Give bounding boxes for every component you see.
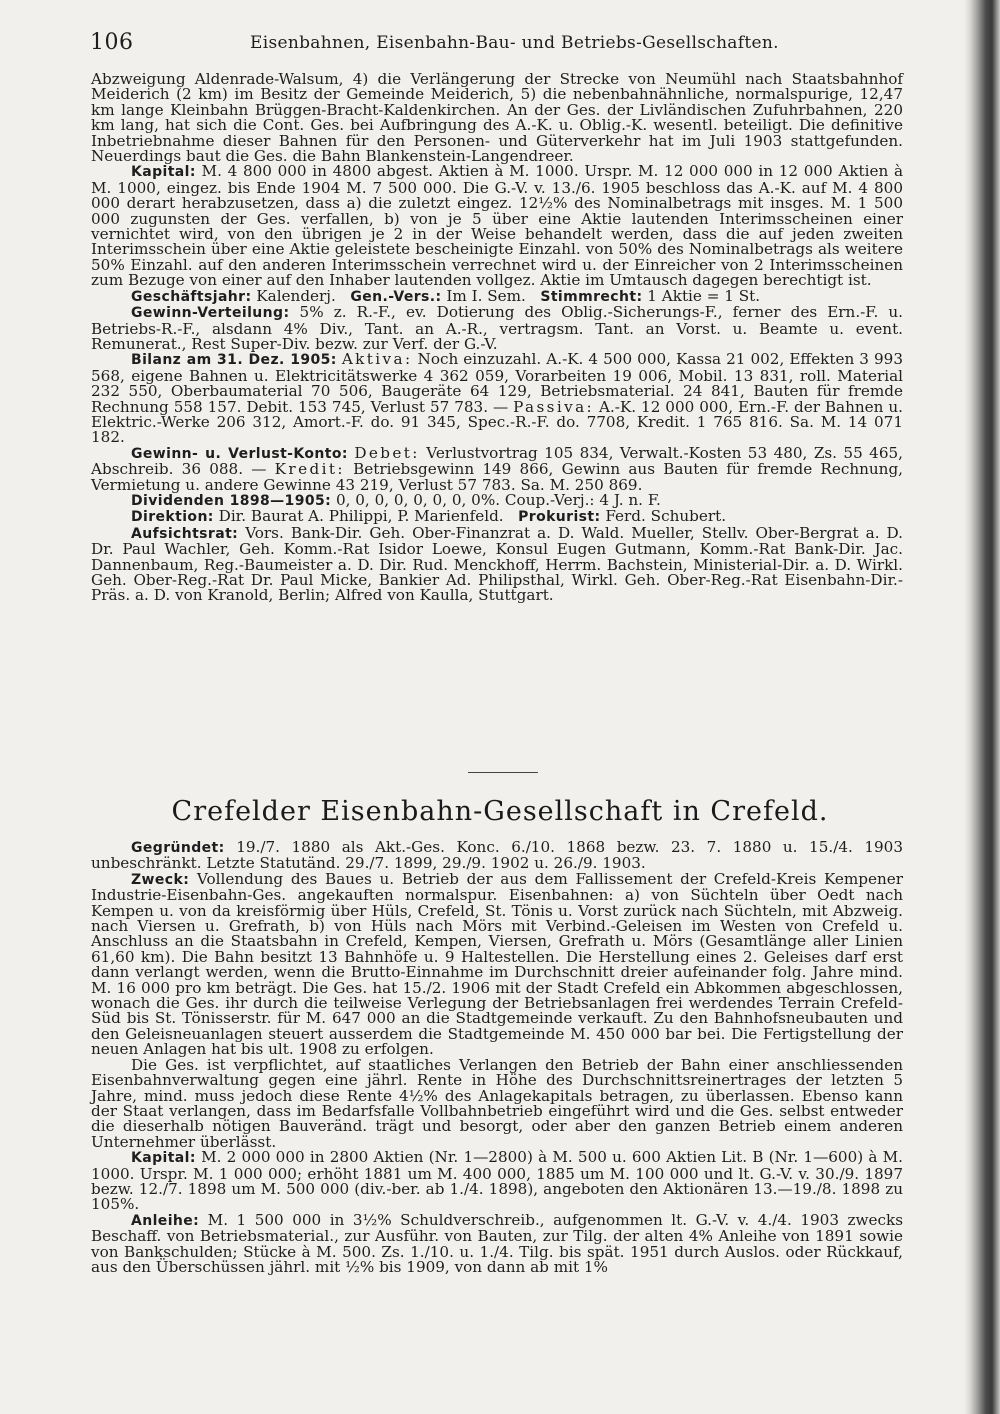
gegruendet-paragraph — [91, 840, 903, 872]
kapital-text: M. 4 800 000 in 4800 abgest. Aktien à M. 1000. Urspr. M. 12 000 000 in 12 000 Aktien à M. 1000, eingez. bis Ende 1904 M. 7 500 000. Die G.-V. v. 13./6. 1905 beschloss das A.-K. auf M. 4 800 000 derart herabzusetzen, dass a) die zuletzt eingez. 12½% des Nominalbetrags mit insges. M. 1 500 000 zugunsten der Ges. verfallen, b) von je 5 über eine Aktie lautenden Interimsscheinen einer vernichtet wird, von den übrigen je 2 in der Weise behandelt werden, dass die auf jeden zweiten Interimsschein über eine Aktie geleistete bescheinigte Einzahl. von 50% des Nominalbetrags als weitere 50% Einzahl. auf den anderen Interimsschein verrechnet wird u. der Einreicher von 2 Interimsscheinen zum Bezuge von einer auf den Inhaber lautenden vollgez. Aktie im Umtausch dagegen berechtigt ist. — [91, 162, 904, 290]
zweck-paragraph-2: Die Ges. ist verpflichtet, auf staatliches Verlangen den Betrieb der Bahn einer anschliessenden Eisenbahnverwaltung gegen eine jährl. Rente in Höhe des Durchschnittsreinertrages der letzten 5 Jahre, mind. muss jedoch diese Rente 4½% des Anlagekapitals betragen, zu überlassen. Ebenso kann der Staat verlangen, dass im Bedarfsfalle Vollbahnbetrieb eingeführt wird und die Ges. selbst entweder die dieserhalb nötigen Bauveränd. trägt und besorgt, oder aber den ganzen Betrieb einem anderen Unternehmer überlässt. — [91, 1055, 903, 1151]
anleihe-paragraph — [91, 1210, 904, 1276]
direktion-text: Dir. Baurat A. Philippi, P. Marienfeld. — [218, 507, 504, 526]
prokurist-text: Ferd. Schubert. — [605, 507, 727, 526]
aufsichtsrat-label: Aufsichtsrat: — [131, 525, 239, 542]
kapital-2-paragraph — [91, 1150, 903, 1213]
gewinnverteilung-paragraph — [91, 305, 903, 352]
geschaeftsjahr-text: Kalenderj. — [256, 286, 336, 305]
geschaeftsjahr-label: Geschäftsjahr: — [131, 288, 252, 305]
gegruendet-text: 19./7. 1880 als Akt.-Ges. Konc. 6./10. 1868 bezw. 23. 7. 1880 u. 15./4. 1903 unbeschränkt. Letzte Statutänd. 29./7. 1899, 29./9. 1902 u. 26./9. 1903. — [91, 838, 903, 873]
bilanz-aktiva-label: Aktiva: — [341, 350, 413, 369]
bilanz-passiva-text: A.-K. 12 000 000, Ern.-F. der Bahnen u. Elektric.-Werke 206 312, Amort.-F. do. 91 345, Spec.-R.-F. do. 7708, Kredit. 1 765 816. Sa. M. 14 071 182. — [91, 397, 903, 447]
direktion-label: Direktion: — [131, 509, 214, 526]
anleihe-text: M. 1 500 000 in 3½% Schuldverschreib., aufgenommen lt. G.-V. v. 4./4. 1903 zwecks Beschaff. von Betriebsmaterial., zur Ausführ. von Bauten, zur Tilg. der alten 4% Anleihe von 1891 sowie von Bankschulden; Stücke à M. 500. Zs. 1./10. u. 1./4. Tilg. bis spät. 1951 durch Auslos. oder Rückkauf, aus den Überschüssen jährl. mit ½% bis 1909, von dann ab mit 1% — [91, 1210, 904, 1276]
section-divider — [468, 772, 538, 773]
page-edge-shadow — [950, 0, 1000, 1414]
aufsichtsrat-text: Vors. Bank-Dir. Geh. Ober-Finanzrat a. D. Wald. Mueller, Stellv. Ober-Bergrat a. D. Dr. Paul Wachler, Geh. Komm.-Rat Isidor Loewe, Konsul Eugen Gutmann, Komm.-Rat Bank-Dir. Jac. Dannenbaum, Reg.-Baumeister a. D. Dir. Rud. Menckhoff, Herrm. Bachstein, Ministerial-Dir. a. D. Wirkl. Geh. Ober-Reg.-Rat Dr. Paul Micke, Bankier Ad. Philipsthal, Wirkl. Geh. Ober-Reg.-Rat Eisenbahn-Dir.-Präs. a. D. von Kranold, Berlin; Alfred von Kaulla, Stuttgart. — [91, 523, 904, 605]
guv-debet-label: Debet: — [354, 443, 420, 462]
guv-debet-text: Verlustvortrag 105 834, Verwalt.-Kosten 53 480, Zs. 55 465, Abschreib. 36 088. — — [91, 443, 903, 479]
page-header — [90, 22, 950, 55]
genvers-text: Im I. Sem. — [446, 286, 526, 305]
zweck-label: Zweck: — [131, 871, 190, 888]
stimmrecht-text: 1 Aktie = 1 St. — [647, 286, 761, 305]
section-1-text — [91, 72, 903, 604]
guv-kredit-label: Kredit: — [274, 460, 345, 479]
stimmrecht-label: Stimmrecht: — [540, 288, 643, 305]
genvers-label: Gen.-Vers.: — [350, 288, 442, 305]
guv-paragraph — [91, 443, 904, 494]
bilanz-paragraph — [91, 352, 903, 445]
gegruendet-label: Gegründet: — [131, 840, 225, 856]
zweck-text: Vollendung des Baues u. Betrieb der aus dem Fallissement der Crefeld-Kreis Kempener Industrie-Eisenbahn-Ges. angekauften normalspur. Eisenbahnen: a) von Süchteln über Oedt nach Kempen u. von da kreisförmig über Hüls, Crefeld, St. Tönis u. Vorst zurück nach Süchteln, mit Abzweig. nach Viersen u. Grefrath, b) von Hüls nach Mörs mit Verbind.-Geleisen im Westen von Crefeld u. Anschluss an die Staatsbahn in Crefeld, Kempen, Viersen, Grefrath u. Mörs (Gesamtlänge aller Linien 61,60 km). Die Bahn besitzt 13 Bahnhöfe u. 9 Haltestellen. Die Herstellung eines 2. Geleises darf erst dann verlangt werden, wenn die Brutto-Einnahme im Durchschnitt dreier aufeinander folg. Jahre mind. M. 16 000 pro km beträgt. Die Ges. hat 15./2. 1906 mit der Stadt Crefeld ein Abkommen abgeschlossen, wonach die Ges. ihr durch die teilweise Verlegung der Betriebsanlagen frei werdendes Terrain Crefeld-Süd bis St. Tönisserstr. für M. 647 000 an die Stadtgemeinde verkauft. Zu den Bahnhofsneubauten und den Geleisneuanlagen steuert ausserdem die Stadtgemeinde M. 450 000 bar bei. Die Fertigstellung der neuen Anlagen hat bis ult. 1908 zu erfolgen. — [91, 869, 904, 1059]
section-2-title: Crefelder Eisenbahn-Gesellschaft in Crefeld. — [171, 796, 829, 827]
bilanz-passiva-label: Passiva: — [513, 397, 595, 416]
anleihe-label: Anleihe: — [131, 1212, 200, 1229]
guv-label: Gewinn- u. Verlust-Konto: — [131, 445, 348, 462]
kapital-2-label: Kapital: — [131, 1150, 196, 1167]
section-2-text — [91, 840, 903, 1275]
gewinnverteilung-text: 5% z. R.-F., ev. Dotierung des Oblig.-Sicherungs-F., ferner des Ern.-F. u. Betriebs-R.-F., alsdann 4% Div., Tant. an A.-R., vertragsm. Tant. an Vorst. u. Beamte u. event. Remunerat., Rest Super-Div. bezw. zur Verf. der G.-V. — [91, 303, 903, 353]
kapital-paragraph — [91, 164, 903, 288]
kapital-2-text: M. 2 000 000 in 2800 Aktien (Nr. 1—2800) à M. 500 u. 600 Aktien Lit. B (Nr. 1—600) à M. 1000. Urspr. M. 1 000 000; erhöht 1881 um M. 400 000, 1885 um M. 100 000 und lt. G.-V. v. 30./9. 1897 bezw. 12./7. 1898 um M. 500 000 (div.-ber. ab 1./4. 1898), angeboten den Aktionären 13.—19./8. 1898 zu 105%. — [91, 1148, 904, 1214]
page-number: 106 — [90, 30, 134, 55]
prokurist-label: Prokurist: — [518, 509, 601, 526]
bilanz-aktiva-text: Noch einzuzahl. A.-K. 4 500 000, Kassa 21 002, Effekten 3 993 568, eigene Bahnen u. Elektricitätswerke 4 362 059, Vorarbeiten 19 006, Mobil. 13 831, roll. Material 232 550, Oberbaumaterial 70 506, Baugeräte 64 129, Betriebsmaterial. 24 841, Bauten für fremde Rechnung 558 157. Debit. 153 745, Verlust 57 783. — — [91, 350, 903, 416]
aufsichtsrat-paragraph — [91, 523, 904, 605]
zweck-paragraph — [91, 869, 904, 1059]
guv-kredit-text: Betriebsgewinn 149 866, Gewinn aus Bauten für fremde Rechnung, Vermietung u. andere Gewinne 43 219, Verlust 57 783. Sa. M. 250 869. — [91, 460, 904, 494]
running-title: Eisenbahnen, Eisenbahn-Bau- und Betriebs-Gesellschaften. — [250, 33, 779, 53]
dividenden-label: Dividenden 1898—1905: — [131, 492, 332, 509]
gewinnverteilung-label: Gewinn-Verteilung: — [131, 305, 290, 322]
kapital-label: Kapital: — [131, 164, 196, 181]
bilanz-label: Bilanz am 31. Dez. 1905: — [131, 352, 337, 369]
dividenden-text: 0, 0, 0, 0, 0, 0, 0, 0%. Coup.-Verj.: 4 J. n. F. — [335, 490, 661, 509]
section-1-intro: Abzweigung Aldenrade-Walsum, 4) die Verlängerung der Strecke von Neumühl nach Staatsbahnhof Meiderich (2 km) im Besitz der Gemeinde Meiderich, 5) die nebenbahnähnliche, normalspurige, 12,47 km lange Kleinbahn Brüggen-Bracht-Kaldenkirchen. An der Ges. der Livländischen Zufuhrbahnen, 220 km lang, hat sich die Cont. Ges. bei Aufbringung des A.-K. u. Oblig.-K. wesentl. beteiligt. Die definitive Inbetriebnahme dieser Bahnen für den Personen- und Güterverkehr hat im Juli 1903 stattgefunden. Neuerdings baut die Ges. die Bahn Blankenstein-Langendreer. — [91, 70, 903, 166]
